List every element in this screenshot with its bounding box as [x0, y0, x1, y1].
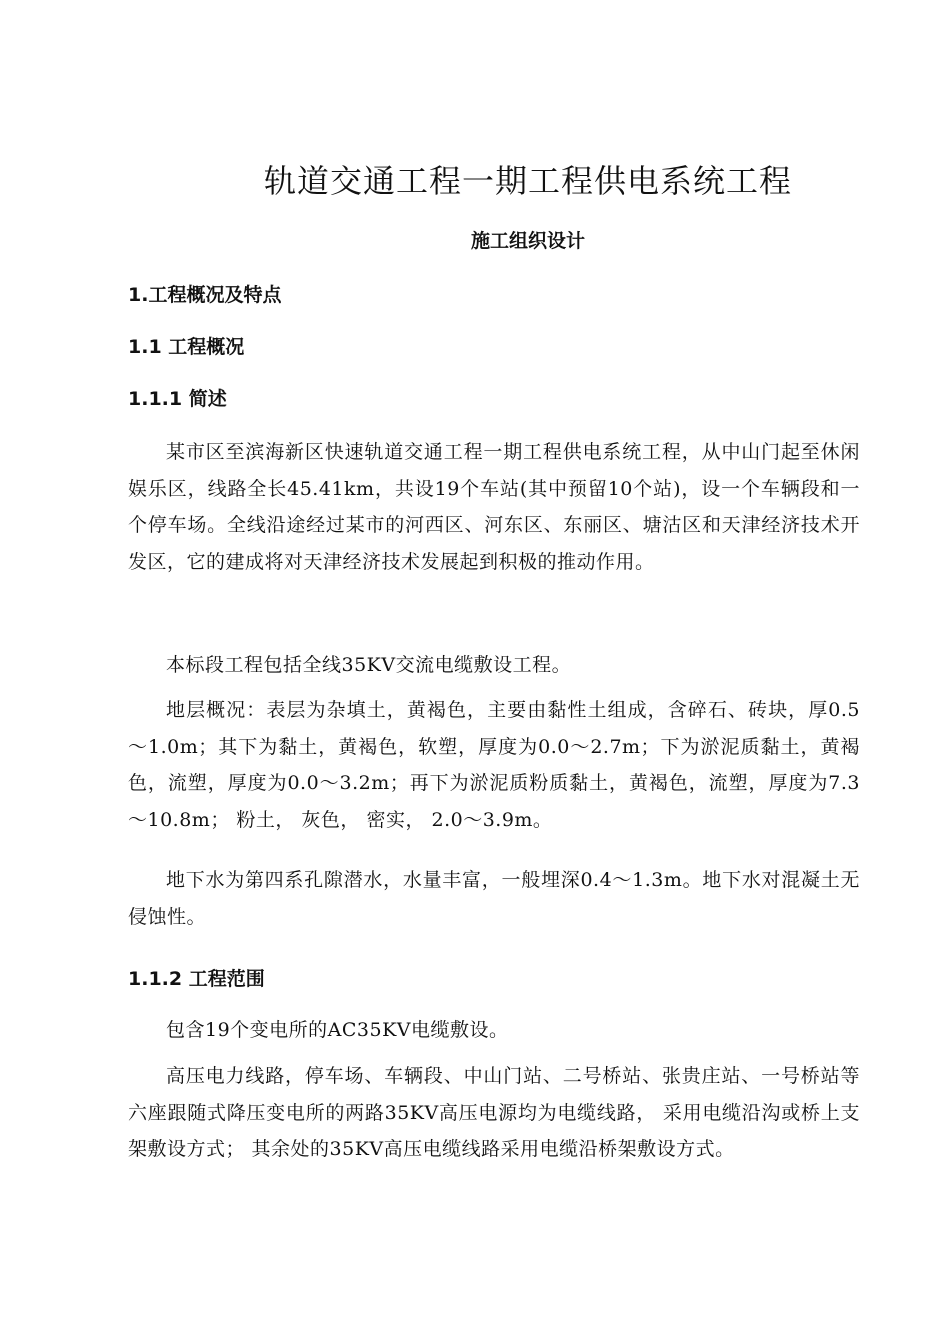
- paragraph-scope-note: 本标段工程包括全线35KV交流电缆敷设工程。: [166, 654, 572, 676]
- paragraph-strata: 地层概况：表层为杂填土，黄褐色，主要由黏性土组成，含碎石、砖块，厚0.5～1.0m；其下为黏土，黄褐色，软塑，厚度为0.0～2.7m；下为淤泥质黏土，黄褐色，流塑，厚度为0.0～3.2m；再下为淤泥质粉质黏土，黄褐色，流塑，厚度为7.3～10.8m； 粉土， 灰色， 密实， 2.0～3.9m。: [128, 699, 860, 831]
- document-title: 轨道交通工程一期工程供电系统工程: [263, 162, 792, 200]
- section-heading-1-1-2: 1.1.2 工程范围: [128, 968, 265, 990]
- paragraph-overview: 某市区至滨海新区快速轨道交通工程一期工程供电系统工程，从中山门起至休闲娱乐区，线路全长45.41km，共设19个车站(其中预留10个站)，设一个车辆段和一个停车场。全线沿途经过某市的河西区、河东区、东丽区、塘沽区和天津经济技术开发区，它的建成将对天津经济技术发展起到积极的推动作用。: [128, 441, 860, 573]
- document-subtitle: 施工组织设计: [470, 230, 585, 252]
- section-heading-1-1-1: 1.1.1 简述: [128, 388, 227, 410]
- section-heading-1-1: 1.1 工程概况: [128, 336, 245, 358]
- paragraph-substations: 包含19个变电所的AC35KV电缆敷设。: [166, 1019, 509, 1041]
- section-heading-1: 1.工程概况及特点: [128, 284, 282, 306]
- paragraph-hv-lines: 高压电力线路，停车场、车辆段、中山门站、二号桥站、张贵庄站、一号桥站等六座跟随式降压变电所的两路35KV高压电源均为电缆线路， 采用电缆沿沟或桥上支架敷设方式； 其余处的35KV高压电缆线路采用电缆沿桥架敷设方式。: [128, 1065, 860, 1160]
- paragraph-groundwater: 地下水为第四系孔隙潜水，水量丰富，一般埋深0.4～1.3m。地下水对混凝土无侵蚀性。: [128, 869, 860, 928]
